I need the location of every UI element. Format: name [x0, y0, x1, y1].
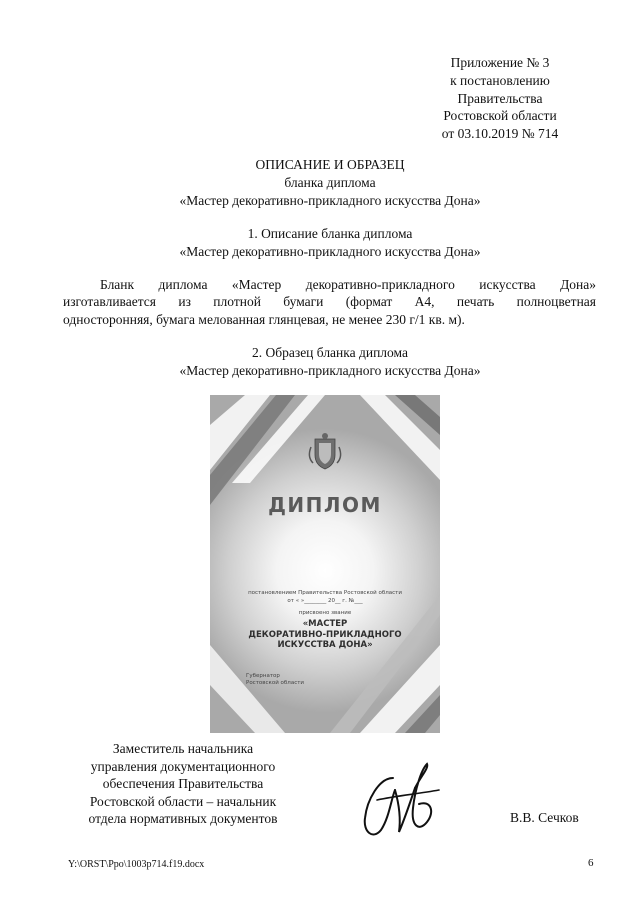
diploma-title: ДИПЛОМ — [268, 493, 382, 517]
section-heading: 2. Образец бланка диплома — [252, 345, 408, 360]
title-line: ОПИСАНИЕ И ОБРАЗЕЦ — [255, 157, 405, 172]
position-line: управления документационного — [90, 758, 276, 774]
position-line: отдела нормативных документов — [88, 811, 278, 827]
appendix-header — [410, 54, 590, 143]
paragraph-line: изготавливается из плотной бумаги (формат А4, печать полноцветная — [63, 294, 596, 310]
appendix-ref-line: Правительства — [457, 90, 543, 106]
section-heading: 1. Описание бланка диплома — [247, 226, 413, 241]
position-line: обеспечения Правительства — [102, 776, 264, 792]
signatory-name: В.В. Сечков — [510, 810, 579, 825]
diploma-decree-line: постановлением Правительства Ростовской области — [248, 590, 402, 596]
award-title-line: ДЕКОРАТИВНО-ПРИКЛАДНОГО — [248, 629, 402, 640]
paragraph-line: Бланк диплома «Мастер декоративно-прикладного искусства Дона» — [100, 277, 596, 292]
footer-page-number: 6 — [588, 857, 594, 869]
position-line: Ростовской области – начальник — [89, 793, 277, 809]
title-line: «Мастер декоративно-прикладного искусства Дона» — [179, 192, 481, 208]
diploma-sample-image — [210, 395, 440, 733]
signatory-position — [68, 740, 298, 828]
diploma-governor-region: Ростовской области — [246, 680, 304, 686]
section-subheading: «Мастер декоративно-прикладного искусства Дона» — [179, 362, 481, 378]
position-line: Заместитель начальника — [112, 741, 254, 756]
handwritten-signature — [355, 760, 445, 845]
section-2-heading — [60, 344, 600, 380]
appendix-date-number: от 03.10.2019 № 714 — [441, 126, 559, 142]
footer-file-path: Y:\ORST\Ppo\1003p714.f19.docx — [68, 859, 205, 870]
diploma-governor-title: Губернатор — [246, 673, 280, 679]
appendix-number: Приложение № 3 — [450, 55, 550, 70]
diploma-date-line: от « »________ 20__ г. №___ — [287, 598, 363, 604]
section-1-heading — [60, 225, 600, 261]
paragraph-line: односторонняя, бумага мелованная глянцевая, не менее 230 г/1 кв. м). — [63, 311, 465, 327]
diploma-award-title — [210, 619, 440, 651]
coat-of-arms-icon — [309, 433, 340, 469]
award-title-line: «МАСТЕР — [302, 619, 348, 629]
section-subheading: «Мастер декоративно-прикладного искусства Дона» — [179, 243, 481, 259]
description-paragraph — [63, 276, 596, 328]
diploma-award-line: присвоено звание — [298, 610, 352, 616]
award-title-line: ИСКУССТВА ДОНА» — [277, 640, 373, 650]
diploma-decoration — [210, 395, 440, 733]
appendix-ref-line: к постановлению — [450, 72, 550, 88]
appendix-ref-line: Ростовской области — [443, 108, 557, 124]
document-title — [60, 156, 600, 209]
title-line: бланка диплома — [284, 174, 376, 190]
